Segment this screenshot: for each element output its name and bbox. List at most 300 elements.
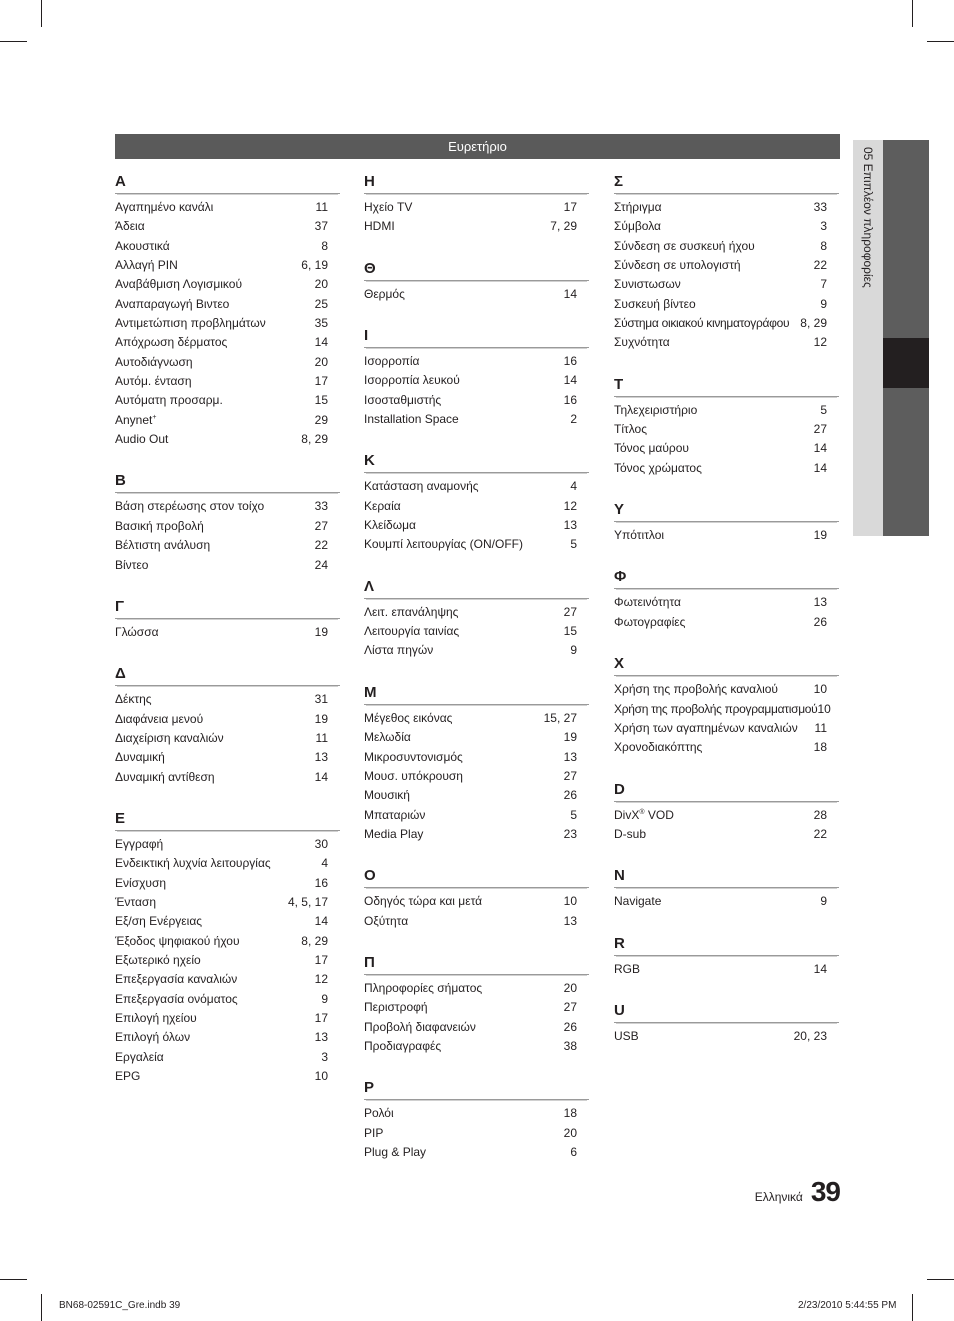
index-entry-pages: 19 — [314, 711, 328, 726]
index-entry-term — [115, 951, 201, 970]
index-entry — [614, 719, 839, 738]
index-entry-term — [115, 729, 224, 748]
index-entry — [364, 1037, 589, 1056]
index-entry — [115, 970, 340, 989]
index-entry — [364, 198, 589, 217]
index-entry-term — [115, 932, 240, 951]
index-entry-pages: 7, 29 — [550, 219, 577, 234]
crop-mark — [0, 41, 27, 42]
index-entry-pages: 17 — [563, 200, 577, 214]
index-letter-heading: Ε — [115, 807, 340, 831]
index-entry-pages: 14 — [314, 335, 328, 350]
chapter-tab-block — [883, 388, 929, 536]
index-entry — [364, 622, 589, 641]
index-entry — [364, 709, 589, 728]
index-entry-term-text: Απόχρωση δέρματος — [115, 335, 228, 350]
index-entry — [364, 497, 589, 516]
index-entry — [115, 198, 340, 217]
index-entry — [115, 536, 340, 555]
index-entry-term — [364, 622, 459, 641]
index-entry — [614, 256, 839, 275]
index-entry-pages: 28 — [813, 807, 827, 822]
index-entry — [364, 728, 589, 747]
section-gap — [614, 478, 839, 498]
index-entry-term — [115, 333, 227, 352]
chapter-tab-marker — [883, 338, 929, 388]
index-entry — [364, 1104, 589, 1123]
index-entry — [614, 198, 839, 217]
index-entry-term-text: Αντιμετώπιση προβλημάτων — [115, 316, 266, 331]
index-entry — [364, 979, 589, 998]
index-entry-pages: 31 — [314, 692, 328, 707]
index-entry-term-text: Έξοδος ψηφιακού ήχου — [115, 933, 240, 948]
index-letter-heading: U — [614, 999, 839, 1023]
index-entry-term — [614, 256, 741, 275]
index-entry — [115, 951, 340, 970]
index-entry — [364, 1124, 589, 1143]
index-entry — [364, 217, 589, 236]
index-entry — [115, 556, 340, 575]
index-entry-term-text: Στήριγμα — [614, 200, 662, 214]
index-entry-term-text: Γλώσσα — [115, 624, 159, 639]
index-entry-pages: 14 — [813, 460, 827, 475]
index-letter-heading: Μ — [364, 681, 589, 705]
index-column-2 — [364, 170, 589, 1162]
index-entry-pages: 23 — [563, 826, 577, 841]
section-gap — [364, 931, 589, 951]
index-letter-heading: Α — [115, 170, 340, 194]
index-entry — [115, 411, 340, 430]
index-entry-term — [364, 371, 460, 390]
index-entry-pages: 27 — [563, 604, 577, 619]
index-entry-pages: 5 — [570, 807, 577, 822]
section-gap — [364, 661, 589, 681]
index-entry-term — [364, 1018, 476, 1037]
index-entry — [115, 1067, 340, 1086]
index-entry — [115, 353, 340, 372]
index-entry-term-text: Navigate — [614, 894, 662, 909]
index-entry-term — [115, 497, 264, 516]
index-entry — [115, 990, 340, 1009]
index-entry — [115, 217, 340, 236]
index-entry-pages: 17 — [314, 952, 328, 967]
index-letter-heading: Ο — [364, 864, 589, 888]
index-entry-pages: 12 — [314, 972, 328, 987]
index-entry-term — [614, 719, 798, 738]
index-entry-pages: 14 — [563, 286, 577, 301]
index-entry-term-text: Βέλτιστη ανάλυση — [115, 538, 211, 553]
index-entry — [614, 439, 839, 458]
index-entry-term-text: Επεξεργασία ονόματος — [115, 991, 238, 1006]
index-entry-term-text: Αγαπημένο κανάλι — [115, 200, 214, 214]
index-entry-term-text: Audio Out — [115, 432, 169, 447]
index-entry-pages: 9 — [570, 643, 577, 658]
section-gap — [115, 787, 340, 807]
index-entry-term-text: PIP — [364, 1125, 384, 1140]
index-entry-pages: 22 — [813, 826, 827, 841]
index-entry-term — [115, 1028, 190, 1047]
index-entry — [364, 767, 589, 786]
index-entry-term-text: Λίστα πηγών — [364, 643, 434, 658]
section-gap — [614, 979, 839, 999]
index-entry-term — [614, 401, 697, 420]
index-entry-term — [364, 1104, 394, 1123]
index-entry — [614, 401, 839, 420]
index-entry-term-text: Προδιαγραφές — [364, 1038, 442, 1053]
index-entry-term-text: RGB — [614, 961, 641, 976]
index-entry-term — [364, 748, 463, 767]
index-column-1 — [115, 170, 340, 1086]
index-entry-pages: 19 — [813, 528, 827, 543]
index-entry-term-text: Φωτογραφίες — [614, 614, 686, 629]
index-entry-term — [614, 613, 685, 632]
index-entry-pages: 13 — [813, 595, 827, 610]
index-entry-term — [614, 198, 662, 217]
index-entry-term-text: Διαχείριση καναλιών — [115, 730, 224, 745]
index-entry-term — [364, 1143, 426, 1162]
index-entry-pages: 8, 29 — [301, 933, 328, 948]
index-entry-term-text: Βίντεο — [115, 557, 149, 572]
index-letter-heading: Β — [115, 469, 340, 493]
index-entry-term-text: Ενδεικτική λυχνία λειτουργίας — [115, 856, 271, 871]
index-entry-term-text: Χρήση της προβολής καναλιού — [614, 682, 778, 697]
index-entry-term-text: USB — [614, 1028, 639, 1043]
index-entry-term-text: HDMI — [364, 219, 395, 234]
index-entry-pages: 3 — [820, 219, 827, 234]
index-entry-pages: 22 — [813, 258, 827, 273]
index-entry-term-text: Συσκευή βίντεο — [614, 296, 696, 311]
index-entry — [614, 892, 839, 911]
index-entry — [614, 738, 839, 757]
index-entry-term — [115, 411, 156, 430]
index-entry-pages: 26 — [563, 1019, 577, 1034]
index-entry — [614, 806, 839, 825]
index-entry-term — [364, 728, 411, 747]
index-entry-term-text: Βασική προβολή — [115, 518, 204, 533]
index-entry-pages: 15, 27 — [543, 710, 577, 725]
index-entry-term-text: Ένταση — [115, 894, 156, 909]
index-entry — [364, 806, 589, 825]
section-gap — [364, 1056, 589, 1076]
index-entry — [115, 710, 340, 729]
section-gap — [115, 575, 340, 595]
index-entry-term-text: Λειτ. επανάληψης — [364, 604, 459, 619]
index-entry-pages: 13 — [563, 749, 577, 764]
index-entry-term-text: Τηλεχειριστήριο — [614, 402, 698, 417]
index-entry-term — [614, 333, 670, 352]
section-gap — [364, 304, 589, 324]
index-entry-pages: 12 — [813, 335, 827, 350]
index-entry-pages: 24 — [314, 557, 328, 572]
index-entry-term — [364, 516, 416, 535]
index-entry-term-text: Κουμπί λειτουργίας (ON/OFF) — [364, 537, 523, 552]
index-entry-term-text: Media Play — [364, 826, 424, 841]
index-entry — [614, 593, 839, 612]
index-entry-term — [614, 738, 702, 757]
index-entry — [115, 874, 340, 893]
index-entry — [614, 314, 839, 333]
index-entry-pages: 19 — [314, 624, 328, 639]
index-title-bar — [115, 134, 840, 159]
index-entry-term-text: Οδηγός τώρα και μετά — [364, 894, 483, 909]
index-entry-term — [115, 353, 193, 372]
index-entry-term-text: Θερμός — [364, 286, 405, 301]
index-entry — [364, 352, 589, 371]
index-entry-pages: 10 — [563, 894, 577, 909]
index-entry-term — [364, 912, 408, 931]
index-entry-term-text: Φωτεινότητα — [614, 595, 681, 610]
index-entry-pages: 14 — [813, 441, 827, 456]
index-entry-pages: 11 — [814, 720, 827, 735]
index-letter-heading: Δ — [115, 662, 340, 686]
index-entry-term-text: Σύστημα οικιακού κινηματογράφου — [614, 316, 790, 331]
index-entry-term-text: Αυτόματη προσαρμ. — [115, 393, 223, 408]
index-entry-pages: 9 — [820, 894, 827, 909]
index-entry-pages: 2 — [570, 412, 577, 427]
index-entry-term-text: Περιστροφή — [364, 1000, 428, 1015]
index-entry — [364, 477, 589, 496]
index-entry — [364, 391, 589, 410]
index-entry-term-text: Επεξεργασία καναλιών — [115, 972, 238, 987]
index-entry-term — [115, 198, 213, 217]
index-entry-pages: 9 — [321, 991, 328, 1006]
index-entry-term — [364, 477, 479, 496]
index-entry-term — [364, 979, 482, 998]
index-entry-term-text: Κεραία — [364, 498, 401, 513]
index-entry-term — [614, 420, 647, 439]
index-entry-pages: 12 — [563, 498, 577, 513]
index-entry-term — [364, 410, 459, 429]
index-entry — [115, 295, 340, 314]
index-letter-heading: Υ — [614, 498, 839, 522]
index-entry-pages: 22 — [314, 538, 328, 553]
crop-mark — [0, 1279, 27, 1280]
print-slug-file: BN68-02591C_Gre.indb 39 — [59, 1300, 181, 1311]
section-gap — [115, 449, 340, 469]
index-entry-term — [115, 912, 202, 931]
section-gap — [115, 642, 340, 662]
crop-mark — [41, 0, 42, 27]
index-entry-term-text: Χρήση της προβολής προγραμματισμού — [614, 701, 818, 716]
index-entry-superscript: ® — [639, 808, 645, 816]
index-entry-term-text: Επιλογή όλων — [115, 1030, 191, 1045]
index-entry-term-text: Εξ/ση Ενέργειας — [115, 914, 203, 929]
crop-mark — [927, 41, 954, 42]
index-letter-heading: Π — [364, 951, 589, 975]
index-entry-term-text: Ηχείο TV — [364, 200, 413, 214]
index-entry-term-text: Τίτλος — [614, 422, 648, 437]
index-entry — [115, 1009, 340, 1028]
index-entry-term-text: Διαφάνεια μενού — [115, 711, 204, 726]
index-entry-term — [364, 892, 482, 911]
index-entry-pages: 4 — [321, 856, 328, 871]
index-entry-term — [614, 217, 661, 236]
index-entry — [614, 700, 839, 719]
index-letter-heading: Τ — [614, 373, 839, 397]
index-letter-heading: Η — [364, 170, 589, 194]
index-entry-pages: 4 — [570, 479, 577, 494]
index-letter-heading: Θ — [364, 257, 589, 281]
index-entry-pages: 14 — [314, 914, 328, 929]
index-entry-term — [614, 295, 696, 314]
index-entry-term — [115, 556, 148, 575]
index-entry-term — [115, 835, 163, 854]
index-entry — [364, 535, 589, 554]
index-entry-term-text: Ρολόι — [364, 1106, 394, 1121]
print-slug-date: 2/23/2010 5:44:55 PM — [798, 1300, 897, 1311]
index-entry — [364, 516, 589, 535]
section-gap — [614, 912, 839, 932]
index-entry-term — [364, 641, 433, 660]
index-entry-term-text: Αλλαγή PIN — [115, 258, 178, 273]
index-entry-term — [364, 1124, 383, 1143]
index-entry — [364, 371, 589, 390]
index-entry-term-text: EPG — [115, 1069, 141, 1084]
index-entry-term-text: Επιλογή ηχείου — [115, 1011, 197, 1025]
index-entry-term — [115, 1048, 164, 1067]
index-entry-pages: 4, 5, 17 — [287, 894, 328, 909]
index-entry-term — [614, 825, 646, 844]
index-entry-term-text: Κατάσταση αναμονής — [364, 479, 479, 494]
index-entry-term-text: Σύμβολα — [614, 219, 661, 234]
index-entry-pages: 17 — [314, 374, 328, 389]
index-entry-pages: 15 — [314, 393, 328, 408]
index-entry-term-text: Κλείδωμα — [364, 518, 416, 533]
section-gap — [614, 353, 839, 373]
index-entry — [115, 237, 340, 256]
index-entry-pages: 13 — [563, 913, 577, 928]
section-gap — [614, 844, 839, 864]
index-entry-pages: 20 — [314, 354, 328, 369]
section-gap — [614, 545, 839, 565]
index-entry — [115, 497, 340, 516]
index-entry-term-text: Σύνδεση σε υπολογιστή — [614, 258, 741, 273]
index-letter-heading: Φ — [614, 565, 839, 589]
index-entry-term-text: Αναβάθμιση Λογισμικού — [115, 277, 243, 292]
index-entry-term — [115, 970, 237, 989]
index-entry — [614, 420, 839, 439]
index-entry — [364, 825, 589, 844]
index-entry-term — [115, 768, 215, 787]
index-entry-term — [364, 603, 458, 622]
index-entry — [364, 410, 589, 429]
index-entry-term-suffix: VOD — [644, 807, 674, 822]
section-gap — [364, 237, 589, 257]
index-entry-pages: 11 — [315, 200, 328, 214]
index-entry-pages: 13 — [314, 750, 328, 765]
index-entry-term — [115, 391, 223, 410]
page-footer — [755, 1176, 840, 1208]
index-entry — [614, 217, 839, 236]
index-entry-pages: 18 — [813, 740, 827, 755]
index-entry — [115, 768, 340, 787]
index-entry — [115, 391, 340, 410]
index-entry-pages: 6 — [570, 1144, 577, 1159]
index-entry-pages: 19 — [563, 730, 577, 745]
index-entry-term-text: Αναπαραγωγή Βιντεο — [115, 296, 230, 311]
index-entry-term-text: Ισορροπία λευκού — [364, 373, 460, 388]
index-entry-term — [364, 1037, 441, 1056]
index-entry-pages: 11 — [315, 730, 328, 745]
index-column-3 — [614, 170, 839, 1046]
index-entry-term — [614, 237, 755, 256]
index-entry-pages: 15 — [563, 624, 577, 639]
index-entry-pages: 13 — [563, 518, 577, 533]
index-entry-term-text: Σύνδεση σε συσκευή ήχου — [614, 238, 755, 253]
index-entry — [115, 690, 340, 709]
index-entry-pages: 37 — [314, 219, 328, 234]
index-entry-term — [115, 748, 165, 767]
index-entry-pages: 16 — [563, 392, 577, 407]
index-entry-pages: 9 — [820, 296, 827, 311]
index-entry-pages: 30 — [314, 836, 328, 851]
index-entry-term-text: Χρονοδιακόπτης — [614, 740, 703, 755]
index-entry — [115, 275, 340, 294]
index-entry-term — [115, 517, 204, 536]
index-entry — [614, 1027, 839, 1046]
index-entry-term — [115, 536, 210, 555]
index-entry-term — [364, 391, 441, 410]
index-entry-term-text: Ακουστικά — [115, 238, 170, 253]
index-entry-term — [614, 680, 778, 699]
index-entry-term-text: Ενίσχυση — [115, 875, 167, 890]
index-entry-pages: 33 — [813, 200, 827, 214]
page-number: 39 — [810, 1176, 840, 1207]
index-letter-heading: N — [614, 864, 839, 888]
index-entry-term — [115, 874, 166, 893]
index-entry-pages: 26 — [813, 614, 827, 629]
index-entry-term-text: Βάση στερέωσης στον τοίχο — [115, 499, 265, 514]
index-entry — [614, 295, 839, 314]
index-entry-term-text: Μέγεθος εικόνας — [364, 710, 453, 725]
index-entry-term-text: Συχνότητα — [614, 335, 670, 350]
index-entry-term — [614, 526, 664, 545]
index-entry — [115, 932, 340, 951]
index-entry — [115, 314, 340, 333]
index-entry-term-text: Μελωδία — [364, 730, 411, 745]
index-entry-pages: 5 — [570, 537, 577, 552]
index-entry-term-text: Οξύτητα — [364, 913, 409, 928]
index-entry-pages: 26 — [563, 788, 577, 803]
index-letter-heading: Κ — [364, 449, 589, 473]
index-entry — [115, 372, 340, 391]
index-letter-heading: Λ — [364, 575, 589, 599]
index-entry-term — [614, 960, 640, 979]
index-entry-pages: 29 — [314, 412, 328, 427]
section-gap — [364, 844, 589, 864]
index-entry-pages: 10 — [314, 1069, 328, 1084]
index-letter-heading: Γ — [115, 595, 340, 619]
index-entry-pages: 3 — [321, 1049, 328, 1064]
index-entry-term-text: DivX — [614, 807, 640, 822]
index-entry — [614, 526, 839, 545]
index-entry — [364, 1018, 589, 1037]
index-entry-term — [115, 275, 242, 294]
index-entry-pages: 10 — [817, 701, 831, 716]
index-entry-term-text: Ισοσταθμιστής — [364, 392, 442, 407]
index-letter-heading: Ι — [364, 324, 589, 348]
index-entry-term-text: Προβολή διαφανειών — [364, 1019, 476, 1034]
index-entry — [364, 748, 589, 767]
index-entry-term-text: Anynet — [115, 412, 153, 427]
index-entry-term-text: Δυναμική αντίθεση — [115, 769, 215, 784]
index-entry-term — [614, 1027, 639, 1046]
index-entry-term-text: Άδεια — [115, 219, 145, 234]
index-entry-term — [364, 285, 405, 304]
index-entry-term — [115, 256, 178, 275]
index-entry-term — [614, 892, 661, 911]
index-entry — [115, 1048, 340, 1067]
